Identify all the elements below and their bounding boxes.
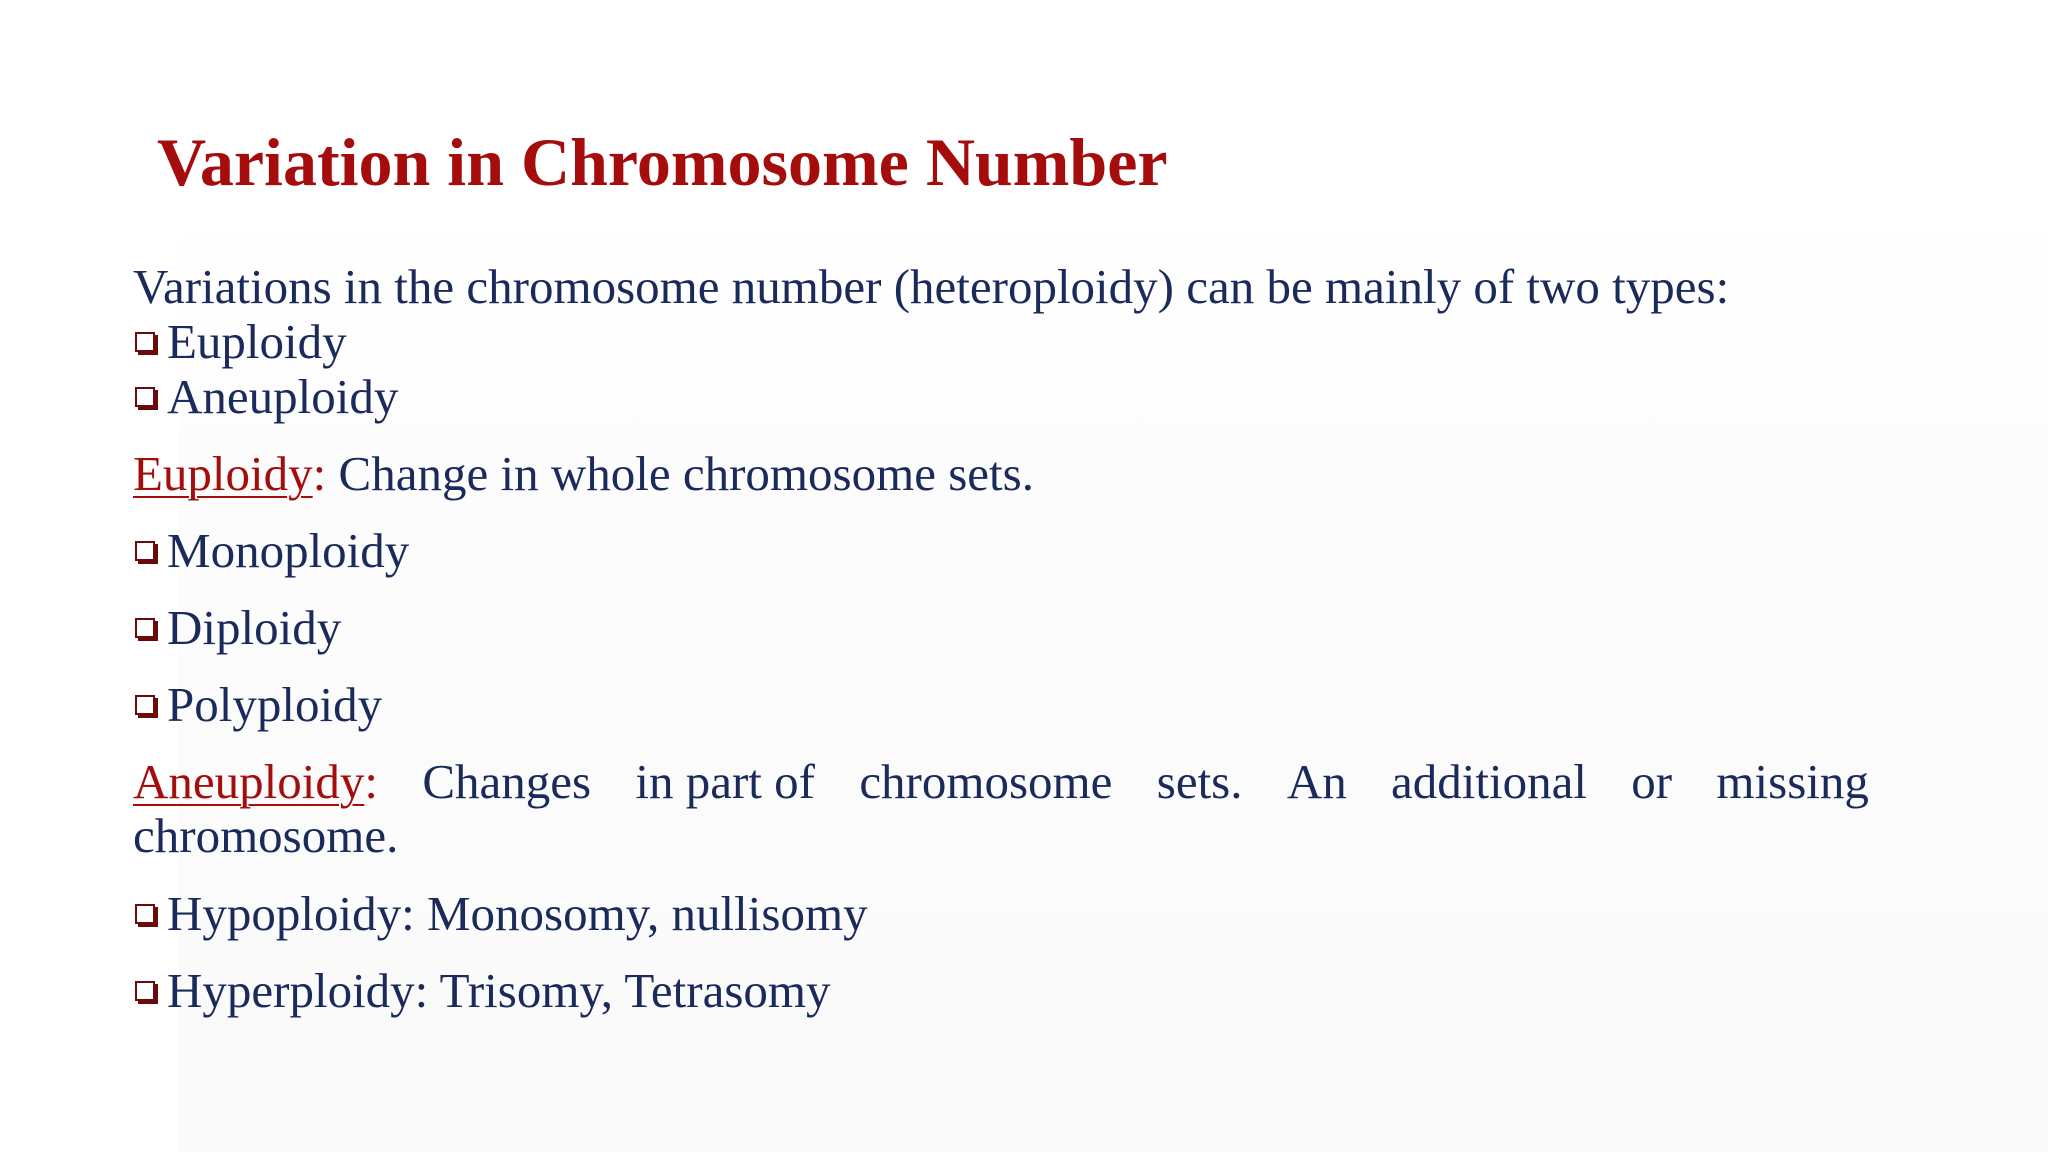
list-item-hyperploidy (133, 964, 831, 1018)
aneuploidy-definition-line (133, 755, 1869, 809)
aneuploidy-colon: : (364, 754, 378, 809)
checkbox-square-icon (135, 387, 155, 407)
checkbox-square-icon (135, 332, 155, 352)
definition-word: chromosome (859, 754, 1113, 809)
definition-word: additional (1391, 754, 1587, 809)
checkbox-square-icon (135, 981, 155, 1001)
list-item-label: Aneuploidy (167, 369, 399, 424)
aneuploidy-term-group (133, 755, 378, 809)
definition-word: Changes (422, 754, 592, 809)
list-item-label: Diploidy (167, 600, 342, 655)
list-item-euploidy (133, 315, 347, 369)
slide-title: Variation in Chromosome Number (157, 124, 1168, 200)
checkbox-square-icon (135, 541, 155, 561)
euploidy-definition (133, 447, 1869, 501)
intro-text: Variations in the chromosome number (heteroploidy) can be mainly of two types: (133, 259, 1730, 314)
list-item-hypoploidy (133, 887, 868, 941)
list-item-diploidy (133, 601, 341, 655)
checkbox-square-icon (135, 695, 155, 715)
definition-word: An (1286, 754, 1347, 809)
euploidy-definition-text: Change in whole chromosome sets. (326, 446, 1034, 501)
list-item-label: Polyploidy (167, 677, 383, 732)
aneuploidy-definition-continued: chromosome. (133, 808, 399, 863)
list-item-polyploidy (133, 678, 382, 732)
aneuploidy-term: Aneuploidy (133, 754, 365, 809)
list-item-label: Hyperploidy: Trisomy, Tetrasomy (167, 963, 831, 1018)
euploidy-colon: : (312, 446, 327, 501)
list-item-label: Monoploidy (167, 523, 410, 578)
definition-word: in part of (635, 754, 815, 809)
checkbox-square-icon (135, 618, 155, 638)
list-item-monoploidy (133, 524, 409, 578)
list-item-aneuploidy (133, 370, 398, 424)
checkbox-square-icon (135, 904, 155, 924)
list-item-label: Euploidy (167, 314, 347, 369)
euploidy-term: Euploidy (133, 446, 313, 501)
list-item-label: Hypoploidy: Monosomy, nullisomy (167, 886, 868, 941)
definition-word: missing (1716, 754, 1869, 809)
definition-word: or (1631, 754, 1673, 809)
definition-word: sets. (1156, 754, 1243, 809)
